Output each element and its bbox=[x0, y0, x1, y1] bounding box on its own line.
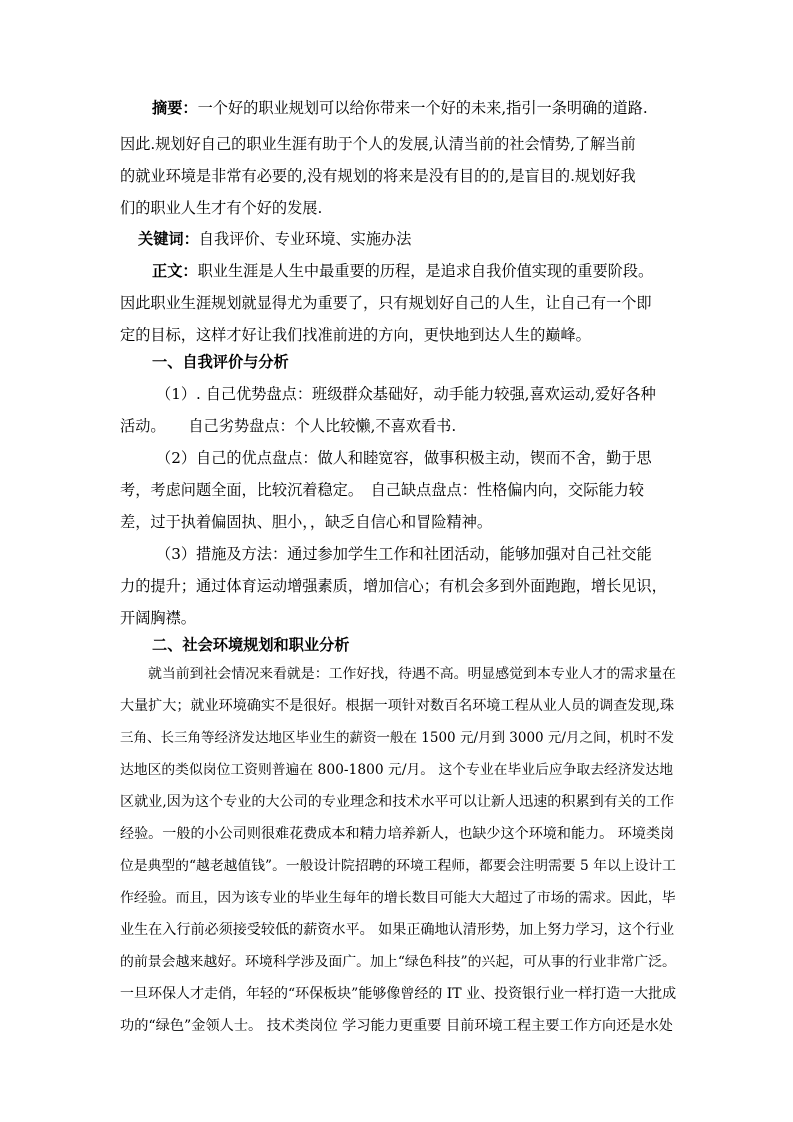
abstract-text: 一个好的职业规划可以给你带来一个好的未来,指引一条明确的道路. bbox=[197, 99, 648, 117]
section2-line-9: 业生在入行前必须接受较低的薪资水平。 如果正确地认清形势，加上努力学习，这个行业 bbox=[120, 922, 675, 938]
section2-line-11: 一旦环保人才走俏，年轻的“环保板块”能够像曾经的 IT 业、投资银行业一样打造一大批成 bbox=[120, 986, 677, 1002]
body-line-1 bbox=[152, 261, 653, 281]
section2-line-1: 就当前到社会情况来看就是：工作好找，待遇不高。明显感觉到本专业人才的需求量在 bbox=[148, 666, 676, 682]
body-text: 职业生涯是人生中最重要的历程，是追求自我价值实现的重要阶段。 bbox=[197, 262, 654, 280]
section1-line-3: （2）自己的优点盘点：做人和睦宽容，做事积极主动，锲而不舍，勤于思 bbox=[156, 449, 652, 467]
abstract-label: 摘要： bbox=[152, 99, 198, 117]
section1-line-2: 活动。 自己劣势盘点：个人比较懒,不喜欢看书. bbox=[120, 417, 457, 435]
section2-line-12: 功的“绿色”金领人士。 技术类岗位 学习能力更重要 目前环境工程主要工作方向还是水处 bbox=[120, 1018, 673, 1034]
body-line-2: 因此职业生涯规划就显得尤为重要了，只有规划好自己的人生，让自己有一个即 bbox=[120, 294, 652, 312]
abstract-line-4: 们的职业人生才有个好的发展. bbox=[120, 199, 323, 217]
section2-line-3: 三角、长三角等经济发达地区毕业生的薪资一般在 1500 元/月到 3000 元/月之间，机时不发 bbox=[120, 730, 674, 746]
section2-line-2: 大量扩大；就业环境确实不是很好。根据一项针对数百名环境工程从业人员的调查发现,珠 bbox=[120, 698, 675, 714]
section2-heading: 二、社会环境规划和职业分析 bbox=[152, 636, 350, 654]
section1-line-7: 力的提升；通过体育运动增强素质，增加信心；有机会多到外面跑跑，增长见识， bbox=[120, 577, 667, 595]
body-label: 正文： bbox=[152, 262, 198, 280]
section2-line-6: 经验。一般的小公司则很难花费成本和精力培养新人，也缺少这个环境和能力。 环境类岗 bbox=[120, 826, 675, 842]
section1-heading: 一、自我评价与分析 bbox=[152, 353, 289, 371]
body-line-3: 定的目标，这样才好让我们找准前进的方向，更快地到达人生的巅峰。 bbox=[120, 326, 591, 344]
section2-line-5: 区就业,因为这个专业的大公司的专业理念和技术水平可以让新人迅速的积累到有关的工作 bbox=[120, 794, 675, 810]
keywords-text: 自我评价、专业环境、实施办法 bbox=[198, 230, 412, 248]
section1-line-8: 开阔胸襟。 bbox=[120, 609, 196, 627]
section2-line-4: 达地区的类似岗位工资则普遍在 800-1800 元/月。 这个专业在毕业后应争取去经济发达地 bbox=[120, 762, 674, 778]
section1-line-5: 差，过于执着偏固执、胆小，，缺乏自信心和冒险精神。 bbox=[120, 513, 493, 531]
keywords-label: 关键词： bbox=[138, 230, 199, 248]
abstract-line-1 bbox=[152, 98, 674, 118]
section2-line-7: 位是典型的“越老越值钱”。一般设计院招聘的环境工程师，都要会注明需要 5 年以上设计工 bbox=[120, 858, 676, 874]
section1-line-4: 考，考虑问题全面，比较沉着稳定。 自己缺点盘点：性格偏内向，交际能力较 bbox=[120, 481, 644, 499]
abstract-line-3: 的就业环境是非常有必要的,没有规划的将来是没有目的的,是盲目的.规划好我 bbox=[120, 167, 636, 185]
abstract-line-2: 因此.规划好自己的职业生涯有助于个人的发展,认清当前的社会情势,了解当前 bbox=[120, 135, 636, 153]
section2-line-8: 作经验。而且，因为该专业的毕业生每年的增长数目可能大大超过了市场的需求。因此，毕 bbox=[120, 890, 676, 906]
section1-line-1: （1）. 自己优势盘点：班级群众基础好，动手能力较强,喜欢运动,爱好各种 bbox=[156, 385, 656, 403]
keywords-line bbox=[138, 229, 411, 249]
section2-line-10: 的前景会越来越好。环境科学涉及面广。加上“绿色科技”的兴起，可从事的行业非常广泛。 bbox=[120, 954, 676, 970]
section1-line-6: （3）措施及方法：通过参加学生工作和社团活动，能够加强对自己社交能 bbox=[156, 545, 652, 563]
